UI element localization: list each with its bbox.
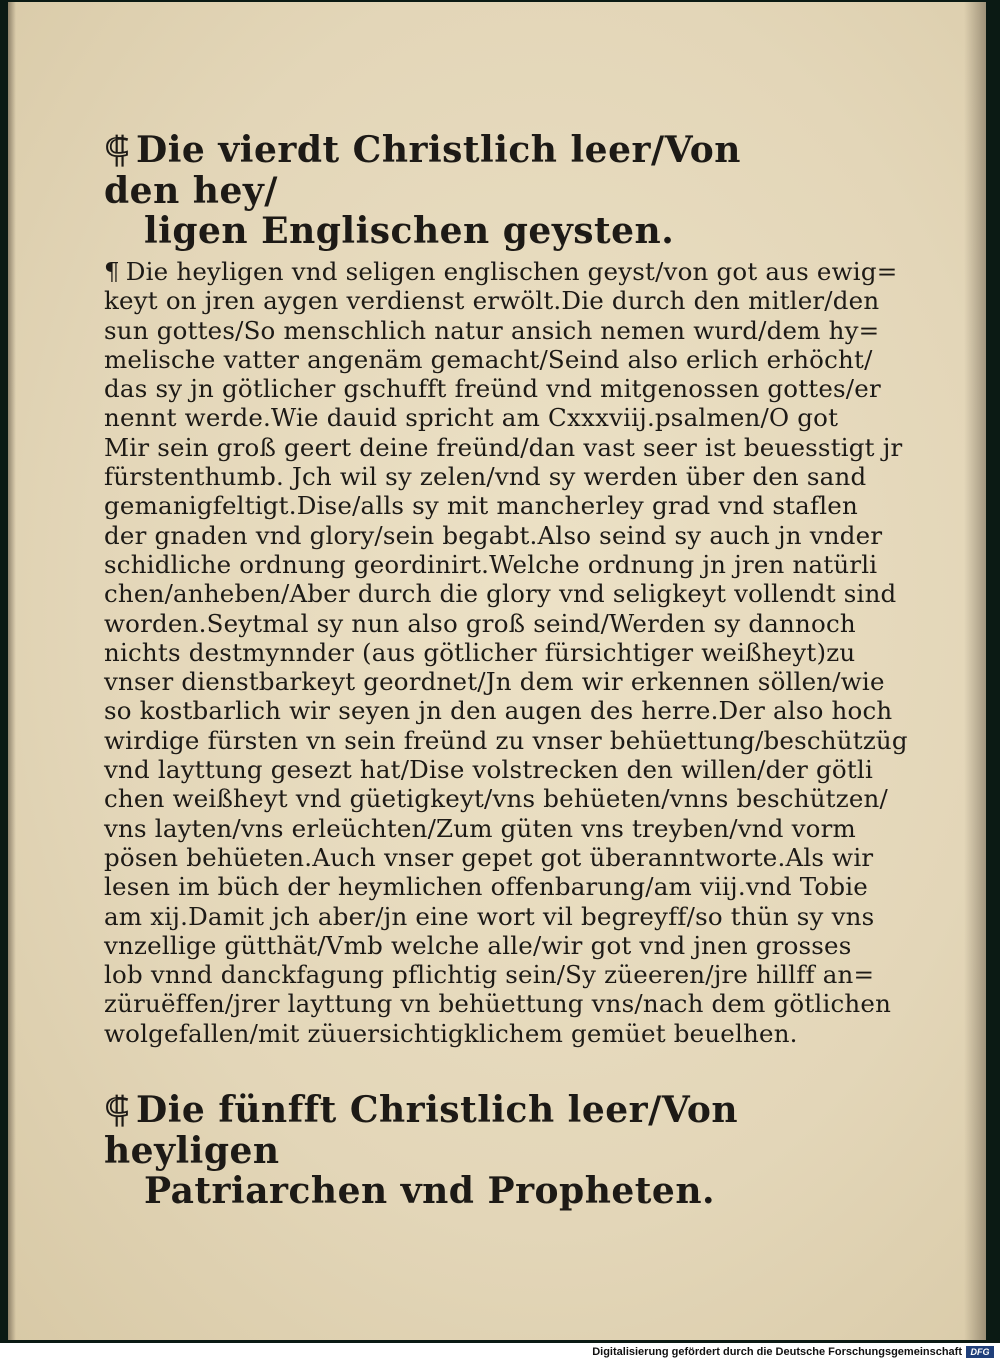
body-line: Mir sein groß geert deine freünd/dan vast seer ist beuesstigt jr bbox=[104, 432, 903, 462]
body-line: vnd layttung gesezt hat/Dise volstrecken den willen/der götli bbox=[104, 755, 873, 785]
body-line: vns layten/vns erleüchten/Zum güten vns treyben/vnd vorm bbox=[104, 813, 856, 843]
body-line: lob vnnd danckfagung pflichtig sein/Sy züeeren/jre hillff an= bbox=[104, 960, 875, 990]
heading-2-line-2: Patriarchen vnd Propheten. bbox=[144, 1170, 716, 1213]
body-line: das sy jn götlicher gschufft freünd vnd mitgenossen gottes/er bbox=[104, 374, 881, 404]
body-line: chen/anheben/Aber durch die glory vnd seligkeyt vollendt sind bbox=[104, 579, 897, 609]
body-line: pösen behüeten.Auch vnser gepet got überanntworte.Als wir bbox=[104, 842, 874, 872]
body-line: der gnaden vnd glory/sein begabt.Also seind sy auch jn vnder bbox=[104, 520, 883, 550]
body-line: nichts destmynnder (aus götlicher fürsichtiger weißheyt)zu bbox=[104, 637, 856, 667]
body-line: gemanigfeltigt.Dise/alls sy mit mancherley grad vnd staflen bbox=[104, 491, 858, 521]
body-line: nennt werde.Wie dauid spricht am Cxxxviij.psalmen/O got bbox=[104, 403, 839, 433]
body-line: chen weißheyt vnd güetigkeyt/vns behüeten/vnns beschützen/ bbox=[104, 784, 888, 814]
funding-credit: Digitalisierung gefördert durch die Deutsche Forschungsgemeinschaft bbox=[592, 1346, 962, 1358]
body-line: wolgefallen/mit züuersichtigklichem gemüet beuelhen. bbox=[104, 1018, 798, 1048]
heading-1-line-1: Die vierdt Christlich leer/Von den hey/ bbox=[104, 129, 741, 212]
body-line: melische vatter angenäm gemacht/Seind also erlich erhöcht/ bbox=[104, 344, 873, 374]
body-line: vnzellige gütthät/Vmb welche alle/wir got vnd jnen grosses bbox=[104, 930, 852, 960]
page-left-edge bbox=[8, 2, 16, 1340]
body-line: am xij.Damit jch aber/jn eine wort vil begreyff/so thün sy vns bbox=[104, 901, 875, 931]
body-line: so kostbarlich wir seyen jn den augen des herre.Der also hoch bbox=[104, 696, 893, 726]
pilcrow-icon: ⸿ bbox=[104, 130, 131, 171]
body-line: sun gottes/So menschlich natur ansich nemen wurd/dem hy= bbox=[104, 315, 880, 345]
body-line: wirdige fürsten vn sein freünd zu vnser behüettung/beschützüg bbox=[104, 725, 908, 755]
body-paragraph bbox=[104, 257, 908, 1048]
body-line: züruëffen/jrer layttung vn behüettung vns/nach dem götlichen bbox=[104, 989, 892, 1019]
footer-bar bbox=[0, 1343, 1000, 1362]
body-line: fürstenthumb. Jch wil sy zelen/vnd sy werden über den sand bbox=[104, 462, 867, 492]
dfg-logo: DFG bbox=[966, 1346, 994, 1358]
body-line: schidliche ordnung geordinirt.Welche ordnung jn jren natürli bbox=[104, 549, 878, 579]
heading-2-line-1: Die fünfft Christlich leer/Von heyligen bbox=[104, 1089, 739, 1173]
chapter-heading-1 bbox=[104, 130, 784, 211]
text-block bbox=[104, 129, 908, 1213]
body-line: lesen im büch der heymlichen offenbarung/am viij.vnd Tobie bbox=[104, 872, 868, 902]
page-gutter-shadow bbox=[964, 2, 986, 1340]
body-line: vnser dienstbarkeyt geordnet/Jn dem wir erkennen söllen/wie bbox=[104, 667, 885, 697]
book-page bbox=[8, 2, 986, 1340]
body-line: keyt on jren aygen verdienst erwölt.Die durch den mitler/den bbox=[104, 286, 880, 316]
pilcrow-icon: ⸿ bbox=[104, 1090, 131, 1132]
body-line: worden.Seytmal sy nun also groß seind/Werden sy dannoch bbox=[104, 608, 856, 638]
pilcrow-icon: ¶ bbox=[104, 257, 120, 286]
heading-1-line-2: ligen Englischen geysten. bbox=[144, 210, 675, 252]
body-line: ¶ Die heyligen vnd seligen englischen geyst/von got aus ewig= bbox=[104, 257, 898, 286]
chapter-heading-2 bbox=[104, 1090, 784, 1171]
